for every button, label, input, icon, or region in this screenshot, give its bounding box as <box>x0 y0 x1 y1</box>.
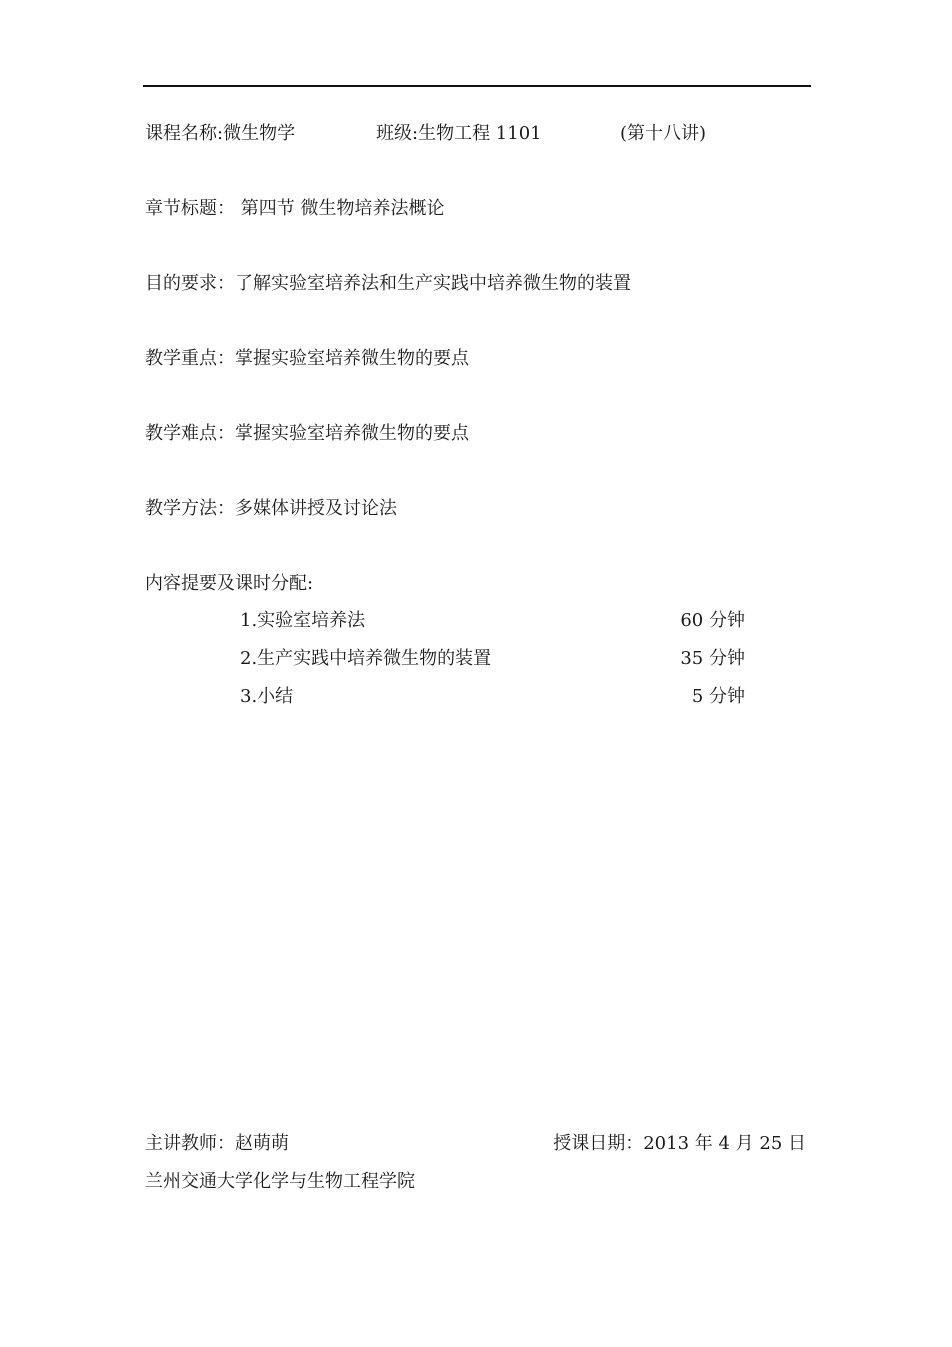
teaching-method: 教学方法：多媒体讲授及讨论法 <box>145 498 397 519</box>
item-label: 3.小结 <box>240 686 294 707</box>
course-name: 课程名称:微生物学 <box>145 123 296 144</box>
objective: 目的要求：了解实验室培养法和生产实践中培养微生物的装置 <box>145 273 631 294</box>
item-label: 1.实验室培养法 <box>240 610 366 631</box>
difficulty: 教学难点：掌握实验室培养微生物的要点 <box>145 423 469 444</box>
item-duration: 35 分钟 <box>680 648 745 669</box>
class-name: 班级:生物工程 1101 <box>376 123 542 144</box>
list-item <box>240 685 745 709</box>
lecture-number: (第十八讲) <box>620 123 707 144</box>
item-label: 2.生产实践中培养微生物的装置 <box>240 648 492 669</box>
key-point: 教学重点：掌握实验室培养微生物的要点 <box>145 348 469 369</box>
item-duration: 5 分钟 <box>691 686 745 707</box>
list-item <box>240 609 745 633</box>
top-rule <box>143 85 811 87</box>
chapter-title: 章节标题： 第四节 微生物培养法概论 <box>145 198 445 219</box>
institution: 兰州交通大学化学与生物工程学院 <box>145 1171 415 1192</box>
teacher-name: 主讲教师：赵萌萌 <box>145 1133 289 1154</box>
lecture-date: 授课日期：2013 年 4 月 25 日 <box>553 1133 806 1154</box>
content-heading: 内容提要及课时分配: <box>145 573 314 594</box>
list-item <box>240 647 745 671</box>
item-duration: 60 分钟 <box>680 610 745 631</box>
